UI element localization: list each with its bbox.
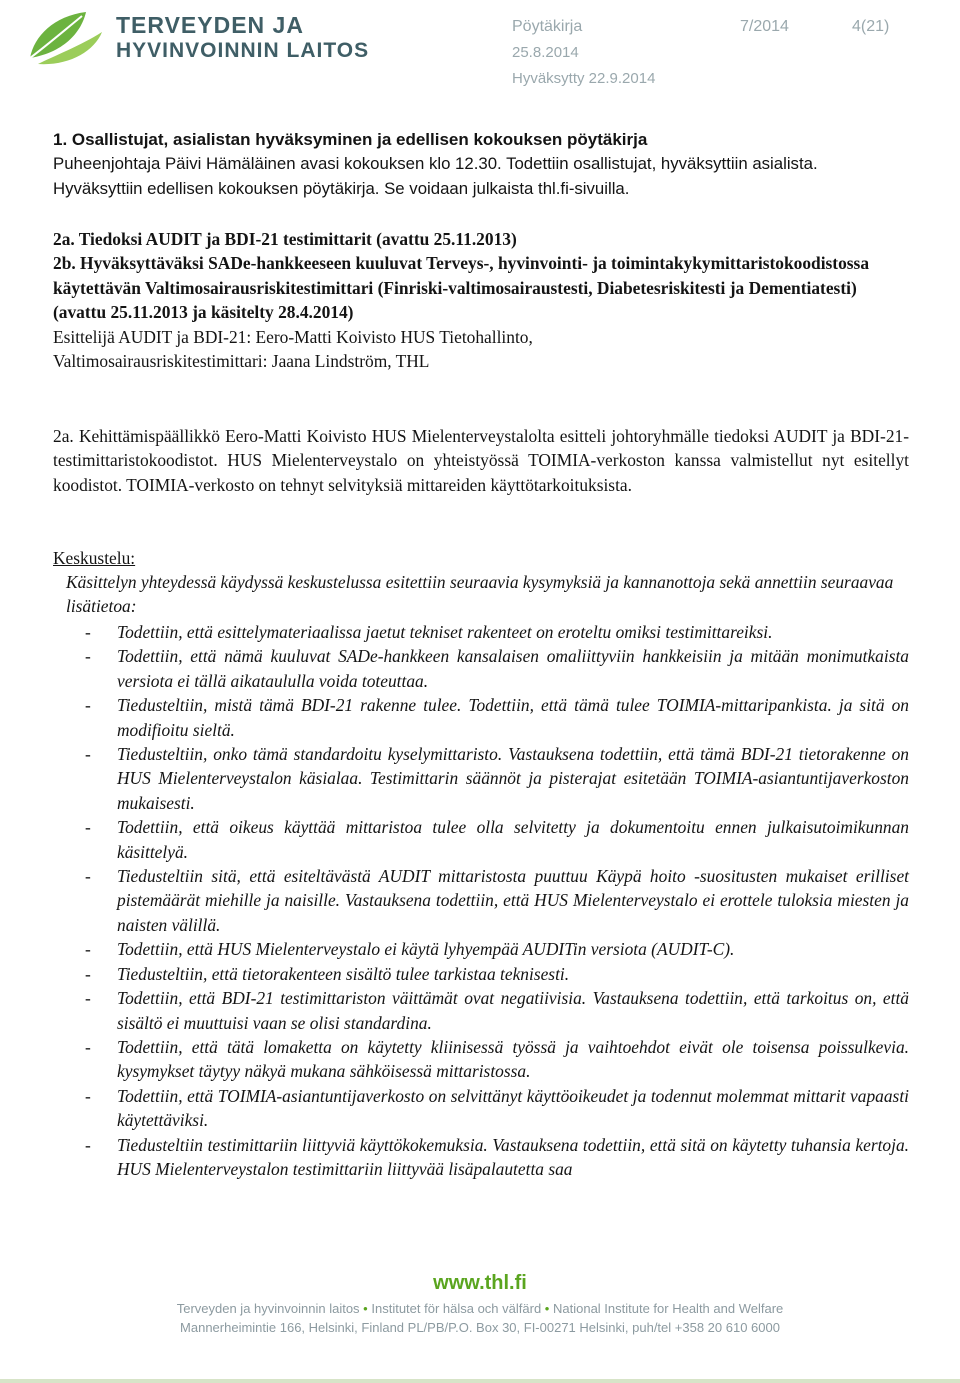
thl-logo [24,6,384,68]
list-item: - Todettiin, että tätä lomaketta on käytetty kliinisessä työssä ja vaihtoehdot eivät ole toisensa poissulkevia. kysymykset täytyy näkyä mukana sähköisessä mittaristossa. [85,1035,909,1084]
list-item: - Tiedusteltiin, mistä tämä BDI-21 rakenne tulee. Todettiin, että tämä tulee TOIMIA-mittaripankista. ja sitä on modifioitu sieltä. [85,693,909,742]
list-item: - Tiedusteltiin sitä, että esiteltävästä AUDIT mittaristosta puuttuu Käypä hoito -suositusten mukaiset erilliset pistemäärät miehille ja naisille. Vastauksena todettiin, että HUS Mielenterveystalo ei erottele tuloksia miesten ja naisten välillä. [85,864,909,937]
presenters-line-1: Esittelijä AUDIT ja BDI-21: Eero-Matti Koivisto HUS Tietohallinto, [53,326,533,347]
logo-line1: TERVEYDEN JA [116,12,304,38]
footer-org-sv: Institutet för hälsa och välfärd [371,1301,542,1316]
footer-org-fi: Terveyden ja hyvinvoinnin laitos [176,1301,360,1316]
presenters-line-2: Valtimosairausriskitestimittari: Jaana Lindström, THL [53,351,430,372]
discussion-list [85,620,909,1181]
logo-line2: HYVINVOINNIN LAITOS [116,39,370,62]
section-1-text: Puheenjohtaja Päivi Hämäläinen avasi kokouksen klo 12.30. Todettiin osallistujat, hyväksyttiin asialista. Hyväksyttiin edellisen kokouksen pöytäkirja. Se voidaan julkaista thl.fi-sivuilla. [53,154,818,198]
approved-date: Hyväksytty 22.9.2014 [512,70,656,87]
list-item: - Todettiin, että esittelymateriaalissa jaetut tekniset rakenteet on eroteltu omiksi testimittareiksi. [85,620,909,644]
page-number: 4(21) [852,18,890,35]
list-item: - Todettiin, että HUS Mielenterveystalo ei käytä lyhyempää AUDITin versiota (AUDIT-C). [85,937,909,961]
list-item: - Todettiin, että nämä kuuluvat SADe-hankkeen kansalaisen omaliittyviin hankkeisiin ja mitään monimutkaista versiota ei tällä aikataululla voida toteuttaa. [85,644,909,693]
doc-date: 25.8.2014 [512,44,579,61]
list-item: - Tiedusteltiin testimittariin liittyviä käyttökokemuksia. Vastauksena todettiin, että sitä on käytetty tuhansia kertoja. HUS Mielenterveystalon testimittariin liittyvää lisäpalautetta saa [85,1133,909,1182]
section-1-heading: 1. Osallistujat, asialistan hyväksyminen ja edellisen kokouksen pöytäkirja [53,130,648,149]
footer-address: Mannerheimintie 166, Helsinki, Finland PL/PB/P.O. Box 30, FI-00271 Helsinki, puh/tel +358 20 610 6000 [180,1320,780,1335]
doc-type: Pöytäkirja [512,18,583,35]
footer-org-en: National Institute for Health and Welfare [552,1301,784,1316]
logo-wordmark [116,12,369,64]
list-item: - Todettiin, että TOIMIA-asiantuntijaverkosto on selvittänyt käyttöoikeudet ja todennut molemmat mittarit vapaasti käytettäviksi. [85,1084,909,1133]
footer-bar [0,1379,960,1383]
section-2-headings [53,227,909,373]
doc-number: 7/2014 [740,18,789,35]
section-2b-heading: 2b. Hyväksyttäväksi SADe-hankkeeseen kuuluvat Terveys-, hyvinvointi- ja toimintakykymittaristokoodistossa käytettävän Valtimosairausriskitestimittari (Finriski-valtimosairaustesti, Diabetesriskitesti ja Dementiatesti) (avattu 25.11.2013 ja käsitelty 28.4.2014) [53,253,870,323]
section-2a-heading: 2a. Tiedoksi AUDIT ja BDI-21 testimittarit (avattu 25.11.2013) [53,229,517,249]
leaf-icon [24,6,110,68]
discussion-title: Keskustelu: [53,548,136,568]
section-1 [53,128,909,201]
footer-separator: • [363,1301,368,1316]
list-item: - Todettiin, että BDI-21 testimittariston väittämät ovat negatiivisia. Vastauksena todettiin, että tarkoitus on, että sisältö ei muuttuisi vaan se olisi standardina. [85,986,909,1035]
discussion-intro: Käsittelyn yhteydessä käydyssä keskustelussa esitettiin seuraavia kysymyksiä ja kannanottoja sekä annettiin seuraavaa lisätietoa: [66,572,894,617]
section-2-paragraph: 2a. Kehittämispäällikkö Eero-Matti Koivisto HUS Mielenterveystalolta esitteli johtoryhmälle tiedoksi AUDIT ja BDI-21-testimittaristokoodistot. HUS Mielenterveystalo on yhteistyössä TOIMIA-verkoston kanssa valmistellut nyt esitellyt koodistot. TOIMIA-verkosto on tehnyt selvityksiä mittareiden käyttötarkoituksista. [53,426,909,495]
list-item: - Tiedusteltiin, onko tämä standardoitu kyselymittaristo. Vastauksena todettiin, että tämä BDI-21 tietorakenne on HUS Mielenterveystalon käsialaa. Testimittarin säännöt ja pisterajat esitetään TOIMIA-asiantuntijaverkoston mukaisesti. [85,742,909,815]
footer-separator: • [544,1301,550,1316]
footer-url[interactable]: www.thl.fi [433,1272,527,1294]
footer-org-line [0,1301,960,1316]
list-item: - Tiedusteltiin, että tietorakenteen sisältö tulee tarkistaa teknisesti. [85,962,909,986]
list-item: - Todettiin, että oikeus käyttää mittaristoa tulee olla selvitetty ja dokumentoitu ennen julkaisutoimikunnan käsittelyä. [85,815,909,864]
